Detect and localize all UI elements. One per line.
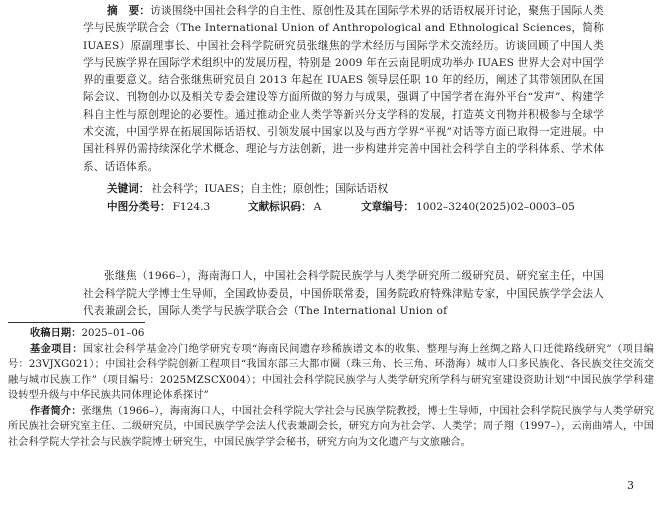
document-code	[248, 199, 323, 216]
page-number: 3	[627, 479, 634, 492]
received-text: 2025–01–06	[81, 328, 145, 339]
clc-number	[107, 199, 212, 216]
abstract	[83, 3, 604, 176]
clc-value: F124.3	[172, 201, 211, 213]
bio-paragraph: 张继焦（1966–），海南海口人，中国社会科学院民族学与人类学研究所二级研究员、研究室主任，中国社会科学院大学博士生导师，全国政协委员，中国侨联常委，国务院政府特殊津贴专家，中国民族学学会法人代表兼副会长，国际人类学与民族学联合会（The International Union of	[83, 270, 604, 317]
footnotes	[8, 326, 654, 450]
fund-text: 国家社会科学基金冷门绝学研究专项“海南民间遗存珍稀族谱文本的收集、整理与海上丝绸之路人口迁徙路线研究”（项目编号：23VJXG021）；中国社会科学院创新工程项目“我国东部三大都市圈（珠三角、长三角、环渤海）城市人口多民族化、各民族交往交流交融与城市民族工作”（项目编号：2025MZSCX004）；中国社会科学院民族学与人类学研究所学科与研究室建设资助计划“中国民族学学科建设转型升级与中华民族共同体理论体系探讨”	[8, 343, 654, 401]
clc-label: 中图分类号：	[107, 201, 171, 213]
article-label: 文章编号：	[361, 201, 414, 213]
author-label: 作者简介：	[30, 405, 82, 417]
article-number	[361, 199, 577, 216]
abstract-label: 摘 要：	[107, 5, 151, 17]
doc-label: 文献标识码：	[248, 201, 312, 213]
received-date	[8, 326, 654, 342]
footnote-rule	[8, 322, 145, 323]
article-value: 1002–3240(2025)02–0003–05	[415, 201, 575, 213]
fund-label: 基金项目：	[30, 343, 83, 355]
author-intro	[8, 404, 654, 451]
author-text: 张继焦（1966–），海南海口人，中国社会科学院大学社会与民族学院教授，博士生导师，中国社会科学院民族学与人类学研究所民族社会研究室主任、二级研究员，中国民族学学会法人代表兼副会长，研究方向为社会学、人类学；周子翔（1997–），云南曲靖人，中国社会科学院大学社会与民族学院博士研究生，中国民族学学会秘书，研究方向为文化遗产与文旅融合。	[8, 405, 654, 448]
fund-project	[8, 342, 654, 404]
received-label: 收稿日期：	[30, 328, 82, 339]
doc-value: A	[313, 201, 322, 213]
abstract-text: 访谈围绕中国社会科学的自主性、原创性及其在国际学术界的话语权展开讨论，聚焦于国际人类学与民族学联合会（The International Union of Anthropological and Ethnological Sciences，简称 IUAES）原副理事长、中国社会科学院研究员张继焦的学术经历与国际学术交流经历。访谈回顾了中国人类学与民族学界在国际学术组织中的发展历程，特别是 2009 年在云南昆明成功举办 IUAES 世界大会对中国学界的重要意义。结合张继焦研究员自 2013 年起在 IUAES 领导层任职 10 年的经历，阐述了其带领团队在国际会议、刊物创办以及相关专委会建设等方面所做的努力与成果，强调了中国学者在海外平台“发声”、构建学科自主性与原创理论的必要性。通过推动企业人类学等新兴分支学科的发展，打造英文刊物并积极参与全球学术交流，中国学界在拓展国际话语权、引领发展中国家以及与西方学界“平视”对话等方面已取得一定进展。中国社科界仍需持续深化学术概念、理论与方法创新，进一步构建并完善中国社会科学自主的学科体系、学术体系、话语体系。	[83, 5, 604, 173]
keywords-label: 关键词：	[107, 183, 150, 195]
keywords	[107, 181, 390, 198]
keywords-text: 社会科学；IUAES；自主性；原创性；国际话语权	[151, 183, 389, 195]
